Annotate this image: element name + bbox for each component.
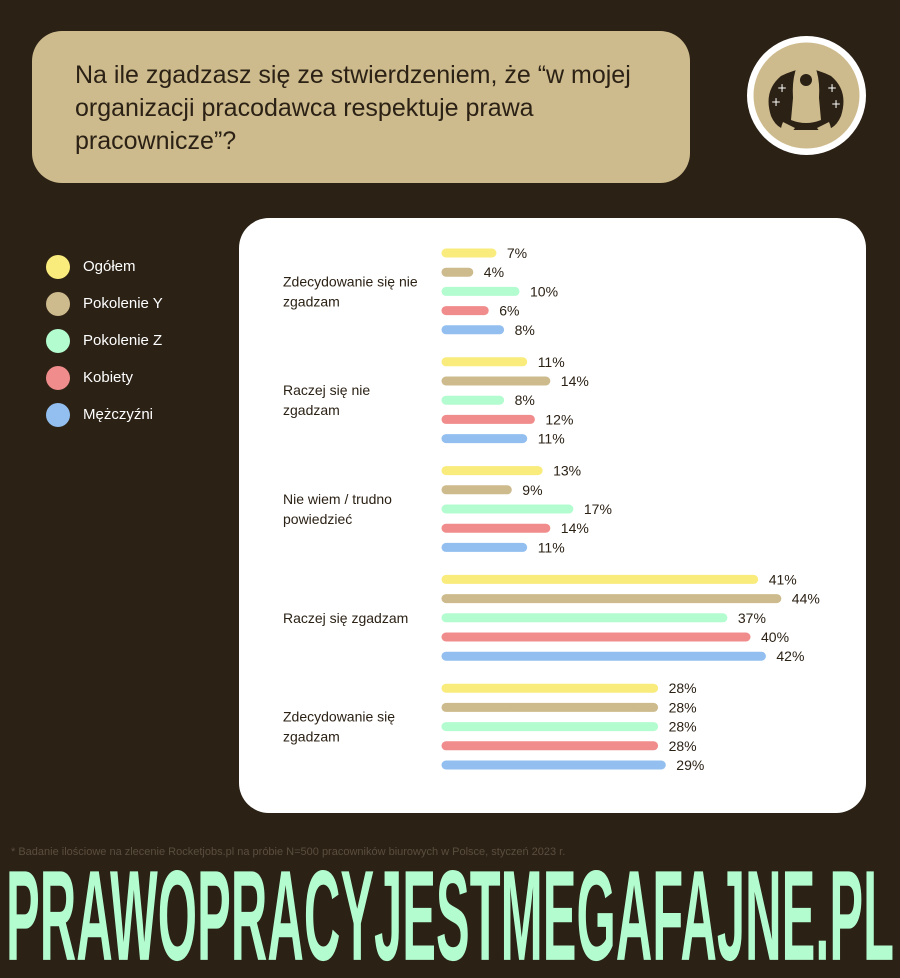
value-label: 14% — [560, 520, 589, 537]
question-text: Na ile zgadzasz się ze stwierdzeniem, że “w mojej organizacji pracodawca respektuje prawa pracownicze”? — [75, 61, 631, 155]
svg-text:+: + — [827, 81, 838, 95]
rocket-icon — [747, 36, 866, 155]
value-label: 28% — [668, 737, 697, 754]
legend-item-pokolenie-y — [46, 285, 163, 322]
value-label: 14% — [560, 373, 589, 389]
legend — [46, 248, 163, 433]
value-label: 29% — [676, 757, 705, 773]
legend-dot-mezczyzni — [46, 403, 70, 427]
legend-dot-kobiety — [46, 366, 70, 390]
value-label: 41% — [768, 571, 797, 588]
value-label: 44% — [791, 590, 820, 607]
bar-chart — [239, 218, 866, 813]
legend-item-ogolem — [46, 248, 163, 285]
category-label: Raczej się zgadzam — [283, 609, 409, 626]
legend-item-mezczyzni — [46, 396, 163, 433]
category-label: Zdecydowanie się nie zgadzam — [283, 273, 418, 310]
category-label: Raczej się nie zgadzam — [283, 382, 371, 419]
site-url-banner — [0, 862, 900, 972]
value-label: 28% — [668, 680, 697, 697]
value-label: 8% — [514, 392, 535, 409]
question-box — [32, 31, 690, 183]
site-url-text: PRAWOPRACYJESTMEGAFAJNE.PL — [6, 862, 895, 972]
legend-item-pokolenie-z — [46, 322, 163, 359]
svg-text:+: + — [771, 95, 782, 109]
rocket-logo — [747, 36, 866, 155]
value-label: 11% — [537, 353, 565, 370]
legend-dot-pokolenie-y — [46, 292, 70, 316]
value-label: 17% — [583, 501, 612, 517]
legend-dot-ogolem — [46, 255, 70, 279]
legend-label: Pokolenie Z — [83, 332, 163, 349]
category-label: Zdecydowanie się zgadzam — [283, 708, 396, 745]
value-label: 28% — [668, 699, 697, 716]
value-label: 7% — [506, 245, 528, 261]
value-label: 37% — [737, 609, 766, 626]
legend-label: Pokolenie Y — [83, 295, 163, 312]
value-label: 11% — [537, 430, 565, 447]
svg-text:+: + — [777, 81, 788, 95]
value-label: 28% — [668, 718, 697, 735]
svg-text:+: + — [831, 97, 842, 111]
value-label: 4% — [483, 264, 505, 281]
value-label: 11% — [537, 539, 565, 556]
value-label: 8% — [514, 321, 535, 338]
legend-dot-pokolenie-z — [46, 329, 70, 353]
legend-label: Mężczyźni — [83, 406, 154, 423]
value-label: 6% — [499, 302, 520, 319]
legend-item-kobiety — [46, 359, 163, 396]
value-label: 10% — [530, 283, 559, 300]
category-label: Nie wiem / trudno powiedzieć — [283, 491, 392, 527]
value-label: 12% — [545, 411, 574, 428]
legend-label: Ogółem — [83, 258, 136, 275]
value-label: 13% — [553, 462, 582, 479]
value-label: 42% — [776, 648, 805, 665]
value-label: 40% — [761, 629, 790, 645]
value-label: 9% — [522, 481, 543, 498]
chart-card — [239, 218, 866, 813]
footnote: * Badanie ilościowe na zlecenie Rocketjobs.pl na próbie N=500 pracowników biurowych w Polsce, styczeń 2023 r. — [11, 846, 566, 858]
legend-label: Kobiety — [83, 369, 134, 386]
